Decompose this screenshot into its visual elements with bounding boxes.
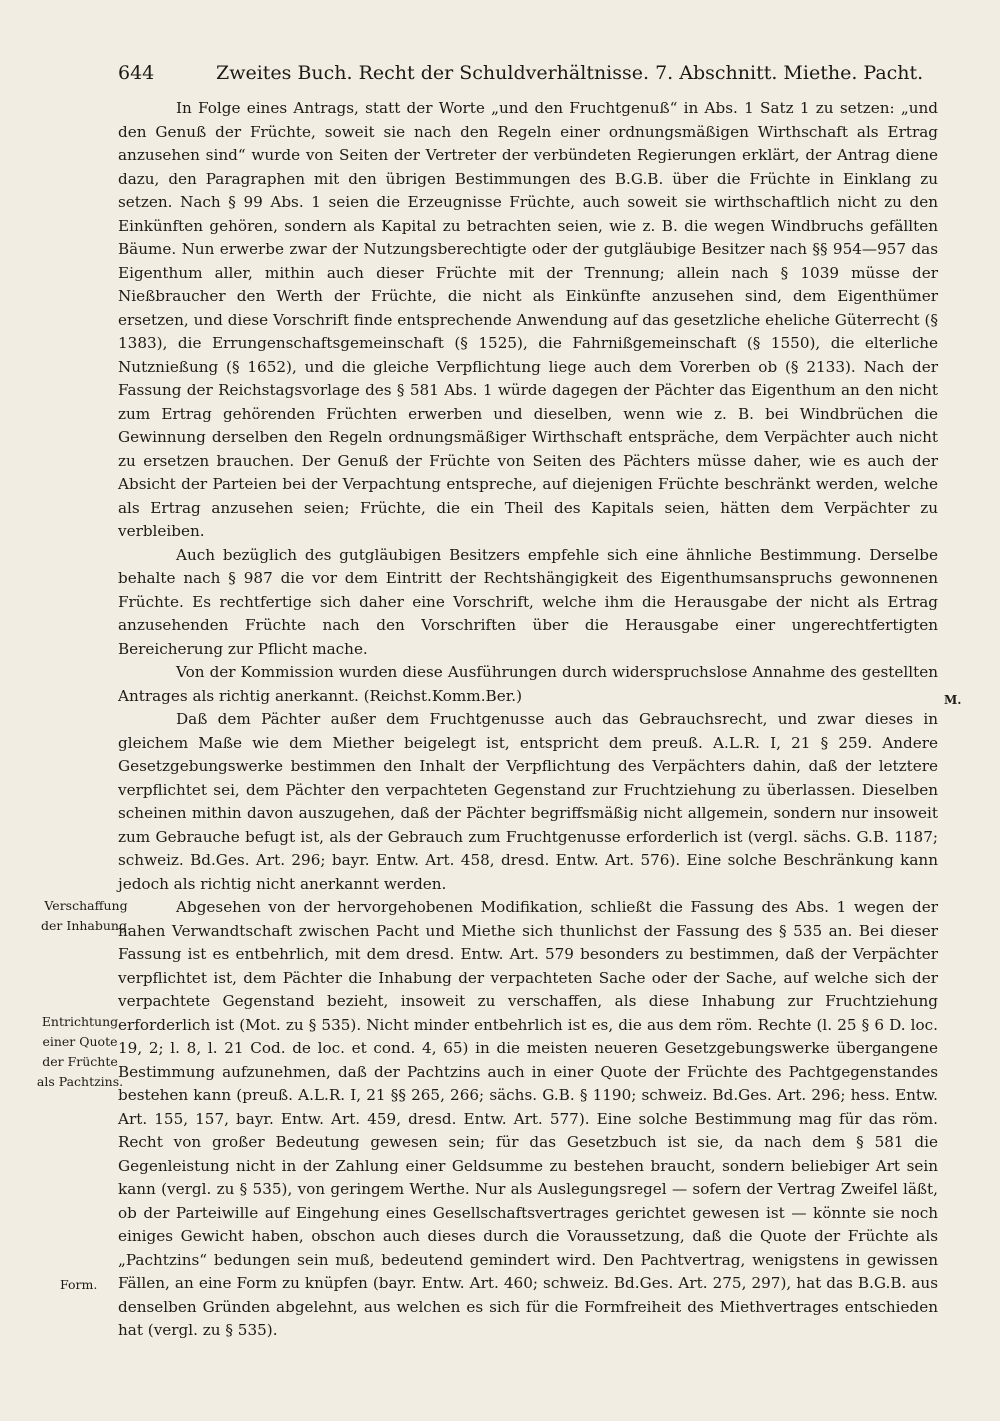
margin-note-verschaffung xyxy=(36,896,136,936)
margin-note-line: Entrichtung xyxy=(41,1014,119,1029)
margin-note-form: Form. xyxy=(60,1277,98,1292)
paragraph: In Folge eines Antrags, statt der Worte „und den Fruchtgenuß“ in Abs. 1 Satz 1 zu setzen: „und den Genuß der Früchte, soweit sie nach den Regeln einer ordnungsmäßigen Wirthschaft als Ertrag anzusehen sind“ wurde von Seiten der Vertreter der verbündeten Regierungen erklärt, der Antrag diene dazu, den Paragraphen mit den übrigen Bestimmungen des B.G.B. über die Früchte in Einklang zu setzen. Nach § 99 Abs. 1 seien die Erzeugnisse Früchte, auch soweit sie wirthschaftlich nicht zu den Einkünften gehören, sondern als Kapital zu betrachten seien, wie z. B. die wegen Windbruchs gefällten Bäume. Nun erwerbe zwar der Nutzungsberechtigte oder der gutgläubige Besitzer nach §§ 954—957 das Eigenthum aller, mithin auch dieser Früchte mit der Trennung; allein nach § 1039 müsse der Nießbraucher den Werth der Früchte, die nicht als Einkünfte anzusehen sind, dem Eigenthümer ersetzen, und diese Vorschrift finde entsprechende Anwendung auf das gesetzliche eheliche Güterrecht (§ 1383), die Errungenschaftsgemeinschaft (§ 1525), die Fahrnißgemeinschaft (§ 1550), die elterliche Nutznießung (§ 1652), und die gleiche Verpflichtung liege auch dem Vorerben ob (§ 2133). Nach der Fassung der Reichstagsvorlage des § 581 Abs. 1 würde dagegen der Pächter das Eigenthum an den nicht zum Ertrag gehörenden Früchten erwerben und dieselben, wenn wie z. B. bei Windbrüchen die Gewinnung derselben den Regeln ordnungsmäßiger Wirthschaft entspräche, dem Verpächter auch nicht zu ersetzen brauchen. Der Genuß der Früchte von Seiten des Pächters müsse daher, wie es auch der Absicht der Parteien bei der Verpachtung entspreche, auf diejenigen Früchte beschränkt werden, welche als Ertrag anzusehen seien; Früchte, die ein Theil des Kapitals seien, hätten dem Verpächter zu verbleiben. xyxy=(118,99,938,540)
margin-note-line: der Früchte xyxy=(42,1054,118,1069)
margin-note-line: einer Quote xyxy=(42,1034,118,1049)
margin-mark-m: M. xyxy=(944,693,962,707)
paragraph: Abgesehen von der hervorgehobenen Modifikation, schließt die Fassung des Abs. 1 wegen der nahen Verwandtschaft zwischen Pacht und Miethe sich thunlichst der Fassung des § 535 an. Bei dieser Fassung ist es entbehrlich, mit dem dresd. Entw. Art. 579 besonders zu bestimmen, daß der Verpächter verpflichtet ist, dem Pächter die Inhabung der verpachteten Sache oder der Sache, auf welche sich der verpachtete Gegenstand bezieht, insoweit zu verschaffen, als diese Inhabung zur Fruchtziehung erforderlich ist (Mot. zu § 535). Nicht minder entbehrlich ist es, die aus dem röm. Rechte (l. 25 § 6 D. loc. 19, 2; l. 8, l. 21 Cod. de loc. et cond. 4, 65) in die meisten neueren Gesetzgebungswerke übergangene Bestimmung aufzunehmen, daß der Pachtzins auch in einer Quote der Früchte des Pachtgegenstandes bestehen kann (preuß. A.L.R. I, 21 §§ 265, 266; sächs. G.B. § 1190; schweiz. Bd.Ges. Art. 296; hess. Entw. Art. 155, 157, bayr. Entw. Art. 459, dresd. Entw. Art. 577). Eine solche Bestimmung mag für das röm. Recht von großer Bedeutung gewesen sein; für das Gesetzbuch ist sie, da nach dem § 581 die Gegenleistung nicht in der Zahlung einer Geldsumme zu bestehen braucht, sondern beliebiger Art sein kann (vergl. zu § 535), von geringem Werthe. Nur als Auslegungsregel — sofern der Vertrag Zweifel läßt, ob der Parteiwille auf Eingehung eines Gesellschaftsvertrages gerichtet gewesen ist — könnte sie noch einiges Gewicht haben, obschon auch dieses durch die Voraussetzung, daß die Quote der Früchte als „Pachtzins“ bedungen sein muß, bedeutend gemindert wird. Den Pachtvertrag, wenigstens in gewissen Fällen, an eine Form zu knüpfen (bayr. Entw. Art. 460; schweiz. Bd.Ges. Art. 275, 297), hat das B.G.B. aus denselben Gründen abgelehnt, aus welchen es sich für die Formfreiheit des Miethvertrages entschieden hat (vergl. zu § 535). xyxy=(118,898,938,1339)
margin-note-line: der Inhabung. xyxy=(41,918,131,933)
paragraph: Daß dem Pächter außer dem Fruchtgenusse auch das Gebrauchsrecht, und zwar dieses in gleichem Maße wie dem Miether beigelegt ist, entspricht dem preuß. A.L.R. I, 21 § 259. Andere Gesetzgebungswerke bestimmen den Inhalt der Verpflichtung des Verpächters dahin, daß der letztere verpflichtet sei, dem Pächter den verpachteten Gegenstand zur Fruchtziehung zu überlassen. Dieselben scheinen mithin davon auszugehen, daß der Pächter begriffsmäßig nicht allgemein, sondern nur insoweit zum Gebrauche befugt ist, als der Gebrauch zum Fruchtgenusse erforderlich ist (vergl. sächs. G.B. 1187; schweiz. Bd.Ges. Art. 296; bayr. Entw. Art. 458, dresd. Entw. Art. 576). Eine solche Beschränkung kann jedoch als richtig nicht anerkannt werden. xyxy=(118,710,938,893)
page-number: 644 xyxy=(118,62,155,84)
margin-note-line: Verschaffung xyxy=(44,898,128,913)
page-header xyxy=(118,56,924,90)
margin-note-entrichtung xyxy=(30,1012,130,1092)
body-text xyxy=(118,97,938,1343)
running-head: Zweites Buch. Recht der Schuldverhältnisse. 7. Abschnitt. Miethe. Pacht. xyxy=(216,62,924,84)
paragraph: Auch bezüglich des gutgläubigen Besitzers empfehle sich eine ähnliche Bestimmung. Derselbe behalte nach § 987 die vor dem Eintritt der Rechtshängigkeit des Eigenthumsanspruchs gewonnenen Früchte. Es rechtfertige sich daher eine Vorschrift, welche ihm die Herausgabe der nicht als Ertrag anzusehenden Früchte nach den Vorschriften über die Herausgabe einer ungerechtfertigten Bereicherung zur Pflicht mache. xyxy=(118,545,938,658)
margin-note-line: als Pachtzins. xyxy=(36,1074,124,1089)
paragraph: Von der Kommission wurden diese Ausführungen durch widerspruchslose Annahme des gestellten Antrages als richtig anerkannt. (Reichst.Komm.Ber.) xyxy=(118,663,938,705)
